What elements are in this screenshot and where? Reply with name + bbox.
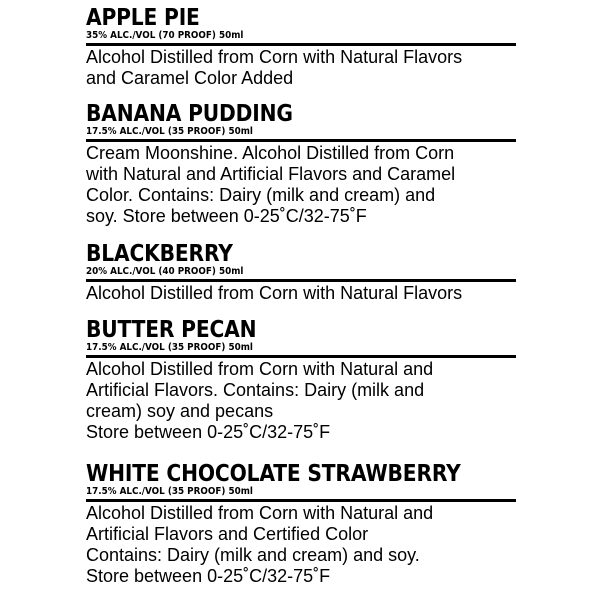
flavor-description: Alcohol Distilled from Corn with Natural and Artificial Flavors and Certified Color Contains: Dairy (milk and cream) and soy. Store between 0-25˚C/32-75˚F [86,503,434,586]
alcohol-spec: 17.5% ALC./VOL (35 PROOF) 50ml [86,126,253,137]
entry-butter-pecan [86,318,516,443]
flavor-title: BLACKBERRY [86,241,233,267]
entry-blackberry [86,242,516,304]
flavor-title: BANANA PUDDING [86,101,293,127]
flavor-description: Cream Moonshine. Alcohol Distilled from Corn with Natural and Artificial Flavors and Caramel Color. Contains: Dairy (milk and cream) and soy. Store between 0-25˚C/32-75˚F [86,143,456,226]
alcohol-spec: 35% ALC./VOL (70 PROOF) 50ml [86,30,244,41]
flavor-description: Alcohol Distilled from Corn with Natural Flavors [86,283,463,303]
flavor-description: Alcohol Distilled from Corn with Natural and Artificial Flavors. Contains: Dairy (milk and cream) soy and pecans Store between 0-25˚C/32-75˚F [86,359,434,442]
alcohol-spec: 17.5% ALC./VOL (35 PROOF) 50ml [86,342,253,353]
entry-banana-pudding [86,102,516,227]
flavor-title: APPLE PIE [86,5,200,31]
alcohol-spec: 17.5% ALC./VOL (35 PROOF) 50ml [86,486,253,497]
entry-apple-pie [86,6,516,89]
flavor-title: BUTTER PECAN [86,317,257,343]
entry-white-chocolate-strawberry [86,462,516,587]
flavor-description: Alcohol Distilled from Corn with Natural Flavors and Caramel Color Added [86,47,463,88]
flavor-title: WHITE CHOCOLATE STRAWBERRY [86,461,461,487]
alcohol-spec: 20% ALC./VOL (40 PROOF) 50ml [86,266,244,277]
